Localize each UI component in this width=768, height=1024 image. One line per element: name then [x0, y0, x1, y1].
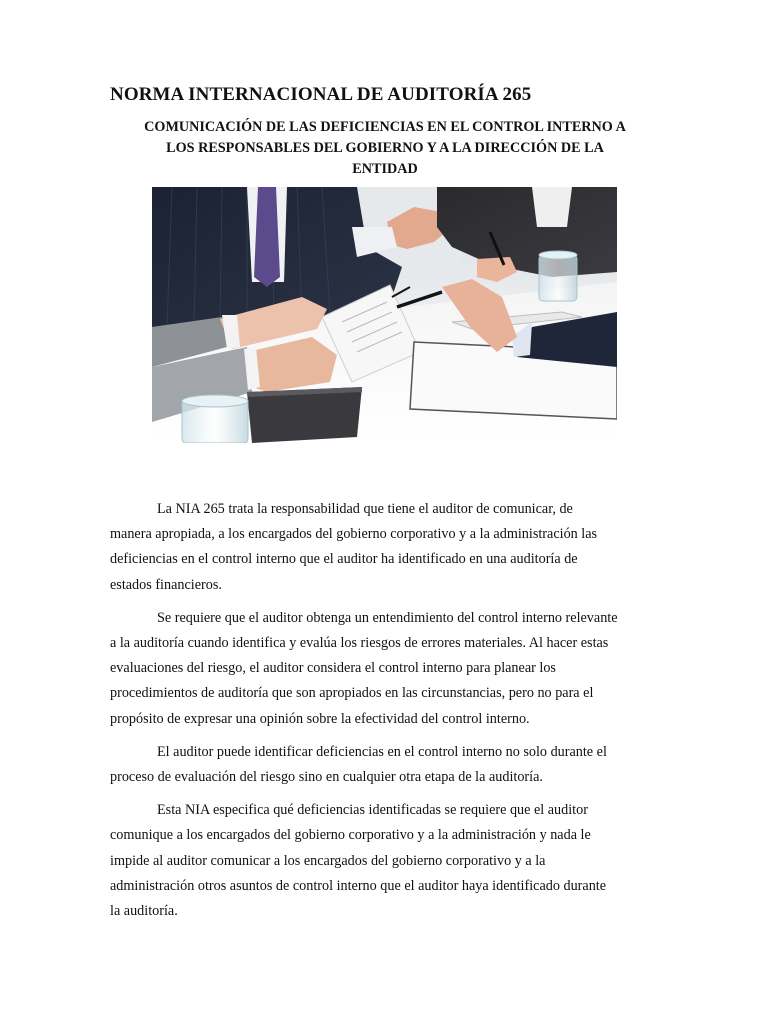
- paragraph: [110, 798, 662, 924]
- subtitle-line: LOS RESPONSABLES DEL GOBIERNO Y A LA DIRECCIÓN DE LA: [166, 140, 604, 156]
- paragraph: [110, 606, 662, 732]
- paragraph-line: estados financieros.: [110, 576, 222, 593]
- paragraph-line: deficiencias en el control interno que el auditor ha identificado en una auditoría de: [110, 551, 578, 568]
- paragraph-line: La NIA 265 trata la responsabilidad que tiene el auditor de comunicar, de: [157, 501, 573, 517]
- paragraph-line: la auditoría.: [110, 903, 178, 920]
- paragraph-line: El auditor puede identificar deficiencias en el control interno no solo durante el: [157, 743, 607, 760]
- paragraph: [110, 740, 662, 790]
- paragraph-line: proceso de evaluación del riesgo sino en cualquier otra etapa de la auditoría.: [110, 769, 543, 786]
- subtitle-line: COMUNICACIÓN DE LAS DEFICIENCIAS EN EL CONTROL INTERNO A: [144, 119, 626, 135]
- document-subtitle: [110, 117, 660, 180]
- paragraph-line: manera apropiada, a los encargados del gobierno corporativo y a la administración las: [110, 526, 598, 543]
- paragraph-line: a la auditoría cuando identifica y evalúa los riesgos de errores materiales. Al hacer estas: [110, 635, 609, 652]
- document-body: [110, 497, 662, 932]
- paragraph: [110, 497, 662, 598]
- document-title: NORMA INTERNACIONAL DE AUDITORÍA 265: [110, 84, 532, 105]
- paragraph-line: procedimientos de auditoría que son apropiados en las circunstancias, pero no para el: [110, 685, 594, 702]
- paragraph-line: administración otros asuntos de control interno que el auditor haya identificado durante: [110, 877, 607, 894]
- paragraph-line: propósito de expresar una opinión sobre la efectividad del control interno.: [110, 710, 530, 727]
- business-meeting-photo: [152, 187, 617, 443]
- paragraph-line: impide al auditor comunicar a los encargados del gobierno corporativo y a la: [110, 852, 546, 869]
- paragraph-line: Se requiere que el auditor obtenga un entendimiento del control interno relevante: [157, 609, 618, 626]
- paragraph-line: Esta NIA especifica qué deficiencias identificadas se requiere que el auditor: [157, 802, 588, 819]
- subtitle-line: ENTIDAD: [352, 161, 418, 177]
- paragraph-line: comunique a los encargados del gobierno corporativo y a la administración y nada le: [110, 827, 591, 844]
- paragraph-line: evaluaciones del riesgo, el auditor considera el control interno para planear los: [110, 660, 556, 677]
